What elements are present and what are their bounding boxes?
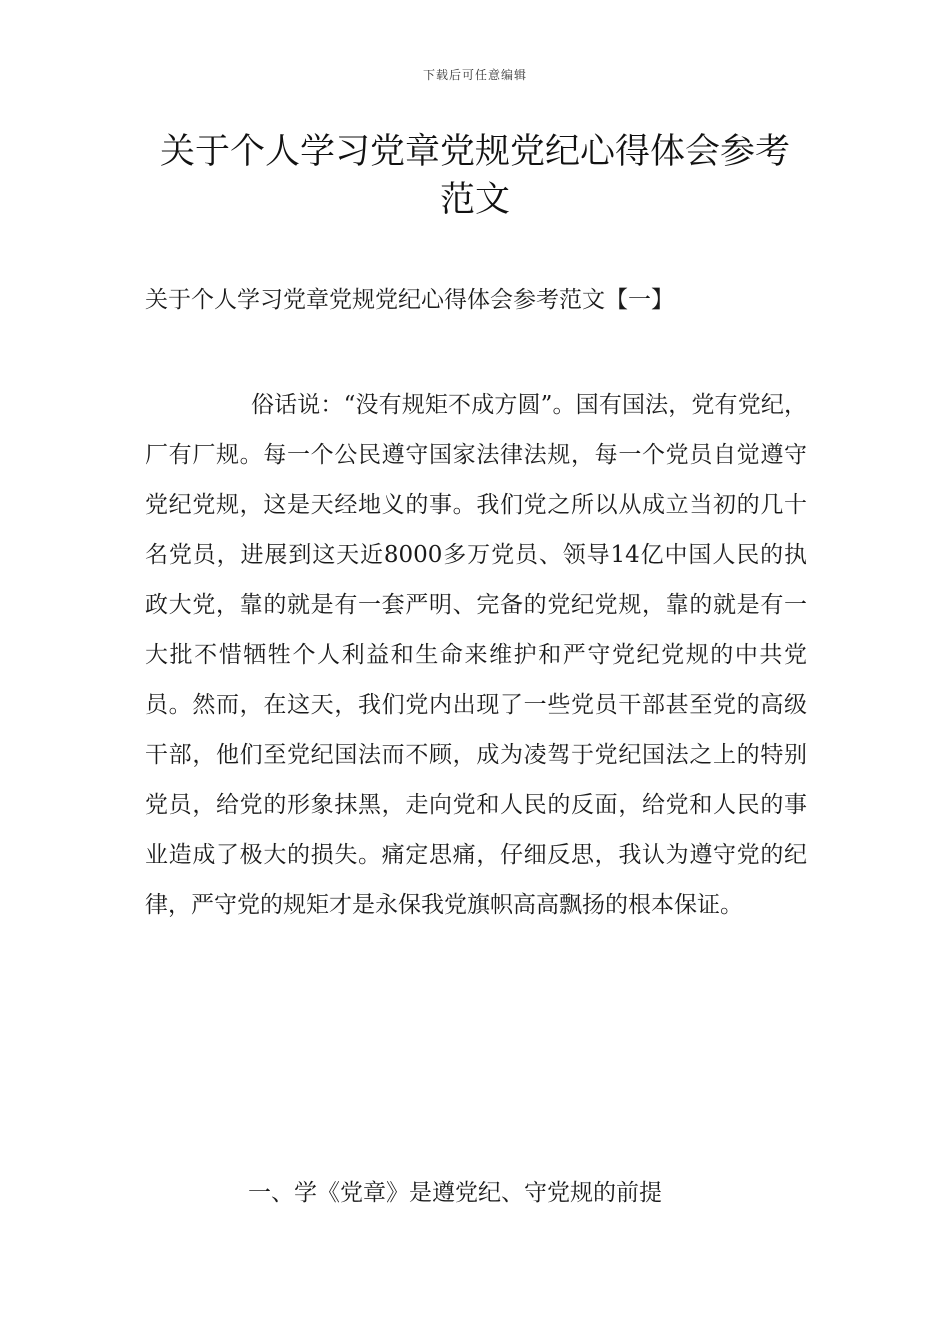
section-heading: 一、学《党章》是遵党纪、守党规的前提	[248, 1180, 662, 1206]
body-paragraph: 俗话说：“没有规矩不成方圆”。国有国法，党有党纪，厂有厂规。每一个公民遵守国家法律法规，每一个党员自觉遵守党纪党规，这是天经地义的事。我们党之所以从成立当初的几十名党员，进展到这天近8000多万党员、领导14亿中国人民的执政大党，靠的就是有一套严明、完备的党纪党规，靠的就是有一大批不惜牺牲个人利益和生命来维护和严守党纪党规的中共党员。然而，在这天，我们党内出现了一些党员干部甚至党的高级干部，他们至党纪国法而不顾，成为凌驾于党纪国法之上的特别党员，给党的形象抹黑，走向党和人民的反面，给党和人民的事业造成了极大的损失。痛定思痛，仔细反思，我认为遵守党的纪律，严守党的规矩才是永保我党旗帜高高飘扬的根本保证。	[145, 392, 807, 918]
document-title: 关于个人学习党章党规党纪心得体会参考范文	[159, 132, 790, 220]
header-note: 下载后可任意编辑	[422, 68, 527, 82]
section-subheading: 关于个人学习党章党规党纪心得体会参考范文【一】	[145, 287, 674, 313]
